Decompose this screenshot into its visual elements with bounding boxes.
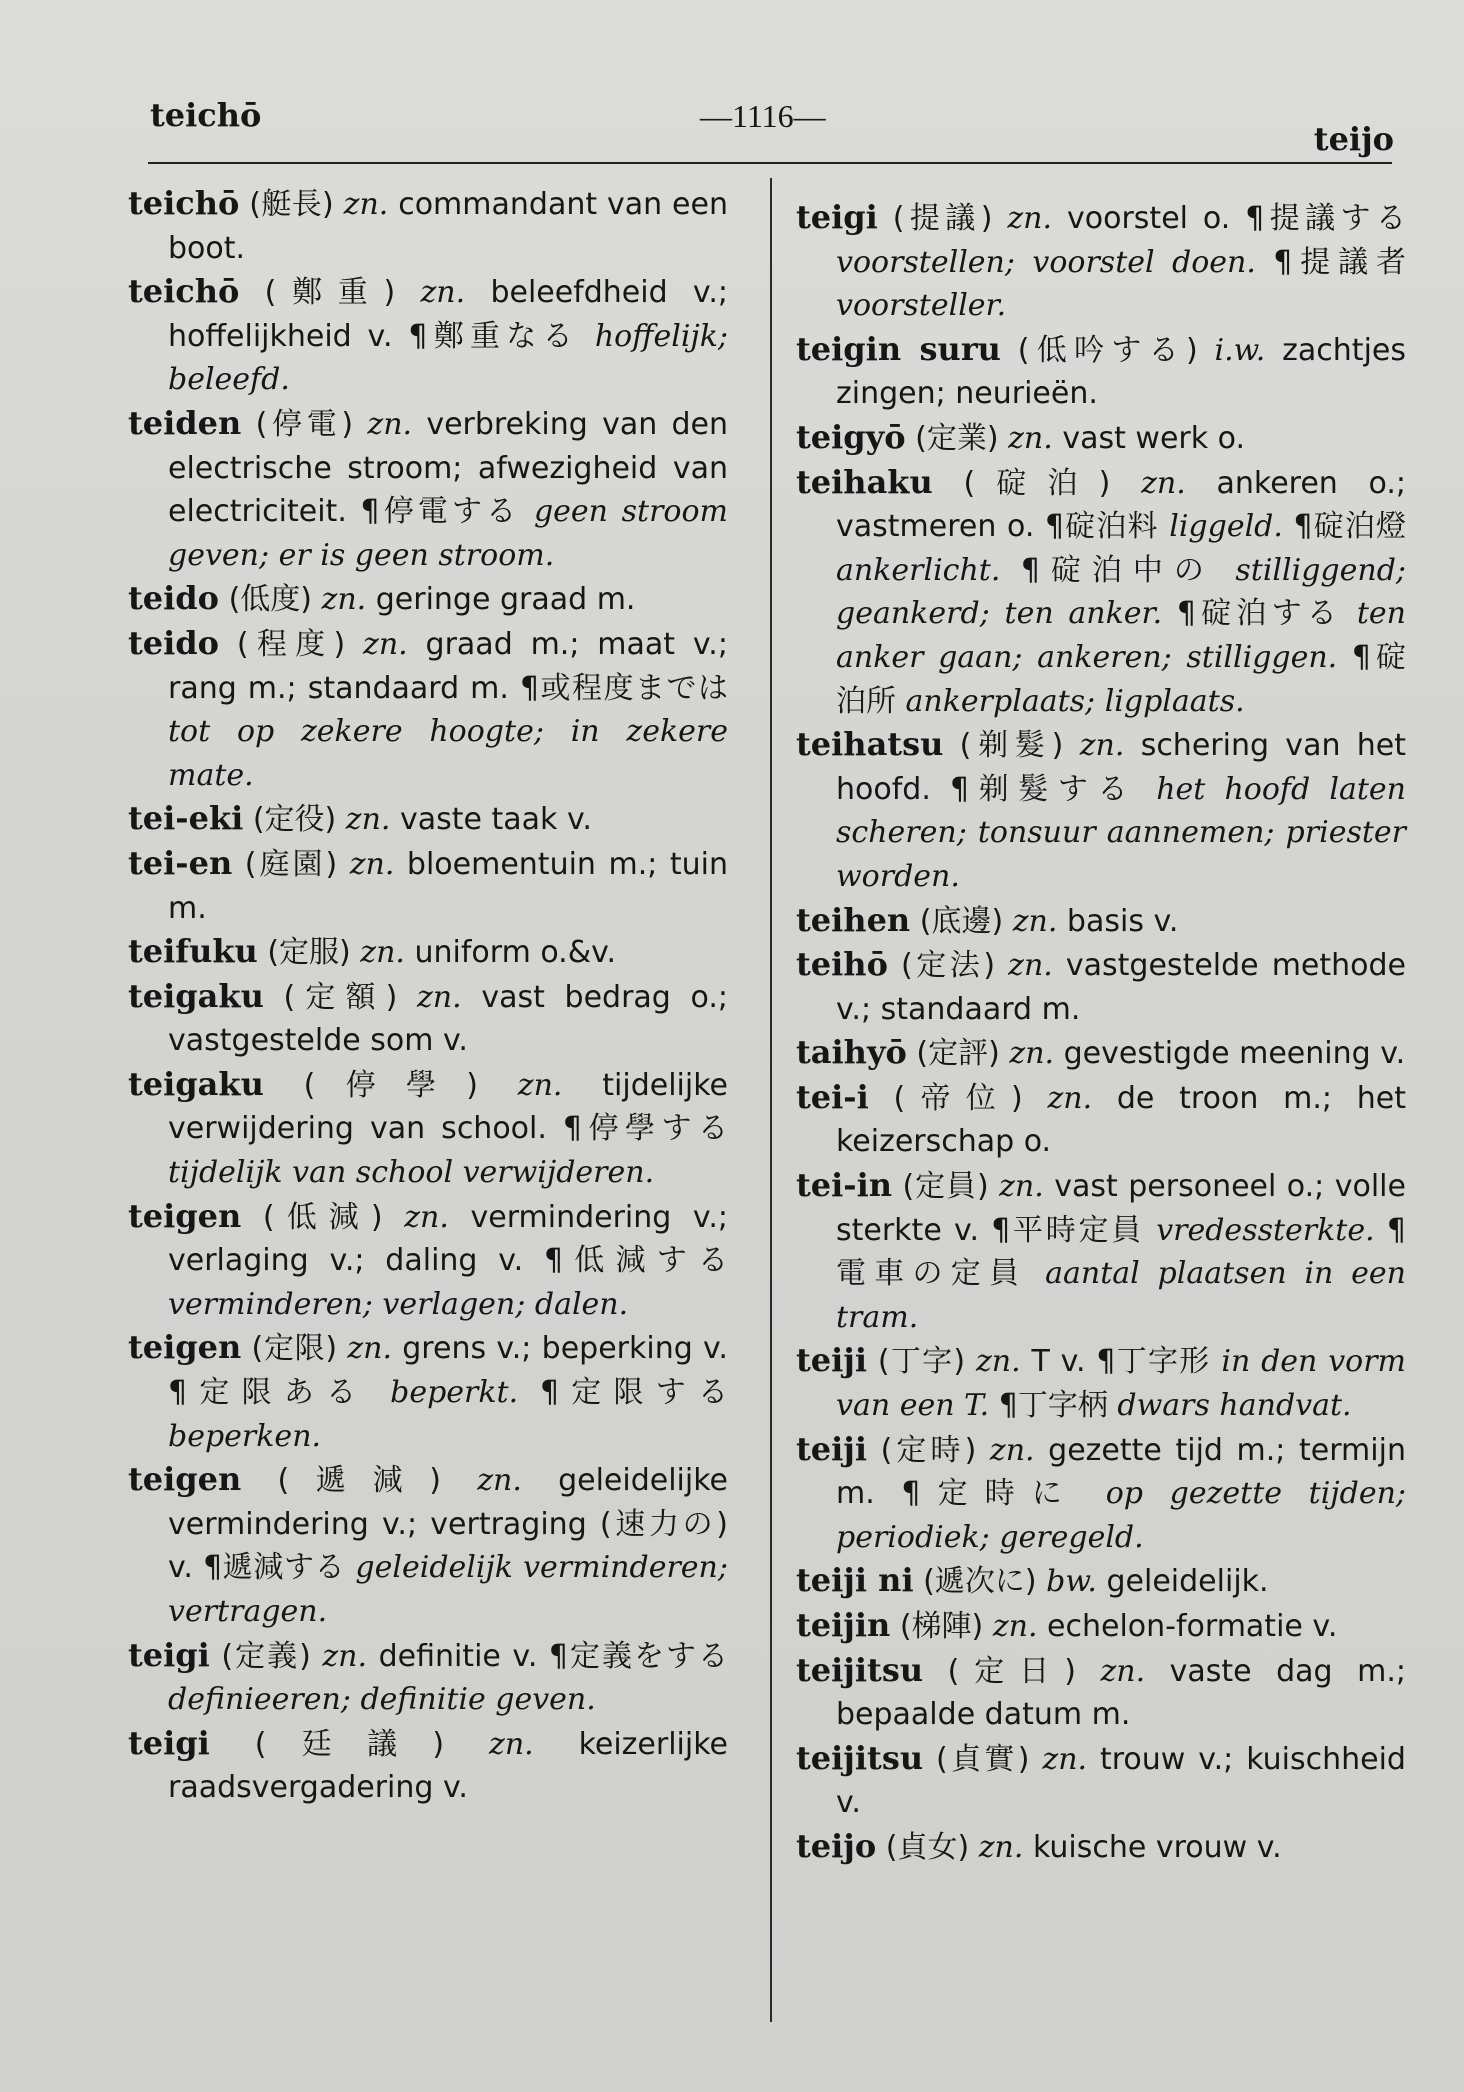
dictionary-entry [796, 461, 1406, 724]
entry-headword: teigi [796, 198, 878, 236]
page-number: —1116— [700, 98, 826, 134]
entry-headword: teiden [128, 403, 242, 442]
dictionary-entry [128, 1063, 728, 1195]
dictionary-entry [128, 930, 728, 975]
entry-definition: verbreking van den electrische stroom; afwezigheid van electriciteit. ¶停電する [168, 406, 728, 530]
entry-definition: grens v.; beperking v. ¶定限ある [168, 1331, 728, 1411]
entry-kanji: (定法) [901, 948, 996, 984]
entry-translation: stilliggend; geankerd; ten anker. [836, 552, 1406, 632]
entry-kanji: (艇長) [249, 187, 334, 222]
entry-pos: zn. [345, 802, 391, 838]
entry-definition: ¶碇泊中の [1000, 552, 1215, 588]
entry-definition: beleefdheid v.; hoffelijkheid v. ¶鄭重なる [168, 275, 728, 354]
right-column [796, 196, 1406, 1870]
entry-kanji: (定員) [902, 1169, 989, 1205]
entry-definition: ¶定限する [518, 1375, 729, 1411]
entry-translation: tot op zekere hoogte; in zekere mate. [168, 714, 728, 793]
entry-headword: teigi [128, 1723, 210, 1762]
entry-headword: teihō [796, 945, 888, 984]
dictionary-entry [796, 1649, 1406, 1737]
entry-pos: bw. [1046, 1564, 1097, 1600]
dictionary-entry [796, 723, 1406, 898]
header-rule [148, 162, 1392, 164]
entry-kanji: (庭園) [244, 846, 338, 882]
entry-pos: zn. [999, 1169, 1044, 1205]
entry-definition: voorstel o. ¶提議する [1067, 201, 1406, 236]
entry-pos: zn. [1009, 1036, 1055, 1072]
entry-headword: teichō [128, 184, 240, 222]
entry-kanji: (低度) [228, 582, 312, 618]
entry-pos: zn. [420, 275, 466, 311]
entry-kanji: (定時) [880, 1432, 977, 1468]
entry-headword: teigi [128, 1635, 210, 1674]
entry-headword: teido [128, 623, 220, 662]
entry-definition: trouw v.; kuischheid v. [836, 1741, 1406, 1821]
dictionary-entry [796, 196, 1406, 328]
entry-kanji: (鄭重) [264, 275, 396, 311]
entry-definition: uniform o.&v. [414, 935, 617, 971]
entry-pos: zn. [1008, 420, 1053, 456]
entry-translation: definieeren; definitie geven. [168, 1682, 596, 1718]
entry-headword: teijitsu [796, 1650, 924, 1689]
entry-kanji: (定額) [283, 979, 398, 1015]
entry-headword: teigen [128, 1328, 242, 1367]
entry-headword: teigaku [128, 976, 264, 1015]
entry-translation: ten anker gaan; ankeren; stilliggen. [836, 596, 1406, 675]
entry-definition: basis v. [1066, 903, 1179, 939]
right-running-head: teijo [1313, 120, 1394, 158]
entry-pos: i.w. [1214, 332, 1266, 368]
entry-definition: vast personeel o.; volle sterkte v. ¶平時定員 [836, 1169, 1406, 1248]
dictionary-entry [796, 1428, 1406, 1560]
entry-kanji: (定日) [947, 1653, 1076, 1689]
entry-definition: tijdelijke verwijdering van school. ¶停學する [168, 1067, 728, 1147]
entry-kanji: (低減) [262, 1199, 383, 1235]
entry-headword: tei-i [796, 1077, 869, 1116]
entry-headword: teigin suru [796, 329, 1001, 368]
entry-pos: zn. [1007, 201, 1053, 236]
dictionary-entry [128, 1195, 728, 1327]
left-running-head: teichō [150, 96, 262, 134]
entry-kanji: (貞實) [936, 1741, 1030, 1777]
dictionary-entry [128, 622, 728, 797]
entry-pos: zn. [1100, 1653, 1146, 1689]
entry-definition: zachtjes zingen; neurieën. [836, 332, 1406, 412]
entry-translation: geen stroom geven; er is geen stroom. [168, 494, 728, 573]
entry-definition: gezette tijd m.; termijn m. ¶定時に [836, 1432, 1406, 1512]
entry-headword: teijin [796, 1606, 891, 1644]
entry-definition: echelon-formatie v. [1047, 1609, 1338, 1644]
entry-pos: zn. [349, 846, 395, 882]
dictionary-entry [796, 1737, 1406, 1825]
entry-definition: vastgestelde methode v.; standaard m. [836, 948, 1407, 1027]
entry-kanji: (碇泊) [963, 465, 1111, 501]
page-header [150, 96, 1394, 156]
entry-translation: voorsteller. [836, 288, 1007, 324]
entry-translation: verminderen; verlagen; dalen. [168, 1286, 629, 1322]
entry-definition: kuische vrouw v. [1032, 1829, 1282, 1865]
dictionary-entry [796, 1559, 1406, 1604]
entry-translation: beperken. [168, 1418, 322, 1454]
entry-kanji: (剃髮) [959, 728, 1064, 764]
entry-kanji: (定限) [251, 1331, 338, 1367]
entry-headword: teiji [796, 1429, 868, 1468]
left-column [128, 182, 728, 1810]
entry-pos: zn. [1141, 465, 1186, 501]
entry-kanji: (帝位) [893, 1080, 1023, 1116]
entry-pos: zn. [992, 1609, 1038, 1644]
entry-definition: ¶丁字柄 [989, 1388, 1108, 1424]
entry-headword: teido [128, 579, 220, 618]
entry-kanji: (定評) [916, 1036, 1000, 1072]
entry-definition: geringe graad m. [375, 582, 636, 618]
entry-pos: zn. [1079, 728, 1125, 764]
entry-definition: commandant van een boot. [168, 187, 728, 266]
entry-definition: ankeren o.; vastmeren o. ¶碇泊料 [836, 465, 1406, 545]
dictionary-entry [128, 577, 728, 622]
entry-headword: teifuku [128, 932, 258, 971]
dictionary-entry [796, 943, 1406, 1031]
entry-definition: vaste taak v. [400, 802, 592, 838]
entry-definition: gevestigde meening v. [1063, 1036, 1406, 1072]
entry-pos: zn. [1042, 1741, 1088, 1777]
dictionary-entry [128, 270, 728, 402]
dictionary-entry [796, 416, 1406, 461]
entry-kanji: (貞女) [885, 1829, 970, 1865]
dictionary-entry [796, 1164, 1406, 1339]
entry-headword: teijo [796, 1826, 877, 1865]
dictionary-entry [128, 797, 728, 842]
entry-kanji: (定役) [252, 802, 337, 838]
entry-definition: definitie v. ¶定義をする [378, 1638, 728, 1674]
dictionary-entry [796, 328, 1406, 416]
column-divider [770, 178, 772, 2022]
entry-pos: zn. [321, 582, 367, 618]
entry-kanji: (低吟する) [1017, 332, 1198, 368]
dictionary-entry [796, 1031, 1406, 1076]
entry-translation: ankerlicht. [836, 552, 1001, 588]
dictionary-entry [128, 1634, 728, 1722]
entry-headword: tei-in [796, 1166, 892, 1205]
entry-pos: zn. [989, 1432, 1035, 1468]
entry-kanji: (定業) [915, 420, 999, 456]
entry-kanji: (丁字) [877, 1344, 966, 1380]
entry-definition: schering van het hoofd. ¶剃髮する [836, 728, 1406, 807]
entry-pos: zn. [1012, 903, 1058, 939]
entry-pos: zn. [347, 1331, 393, 1367]
entry-kanji: (遞次に) [923, 1564, 1037, 1600]
dictionary-entry [128, 1458, 728, 1633]
entry-headword: teijitsu [796, 1738, 924, 1777]
entry-translation: in den vorm van een T. [836, 1344, 1406, 1424]
entry-pos: zn. [367, 406, 413, 442]
dictionary-entry [128, 182, 728, 270]
entry-translation: ankerplaats; ligplaats. [905, 683, 1245, 719]
entry-translation: liggeld. [1169, 509, 1283, 545]
entry-pos: zn. [343, 187, 389, 222]
entry-headword: teigen [128, 1460, 242, 1499]
entry-definition: de troon m.; het keizerschap o. [836, 1080, 1406, 1160]
dictionary-entry [796, 1825, 1406, 1870]
entry-translation: beperkt. [390, 1375, 519, 1411]
entry-translation: dwars handvat. [1117, 1388, 1352, 1424]
entry-pos: zn. [975, 1344, 1021, 1380]
entry-headword: teichō [128, 272, 240, 311]
entry-headword: taihyō [796, 1033, 907, 1072]
entry-headword: teigyō [796, 417, 906, 456]
entry-translation: het hoofd laten scheren; tonsuur aannemen; priester worden. [836, 771, 1406, 894]
dictionary-entry [128, 402, 728, 577]
entry-definition: ¶碇泊所 [836, 639, 1407, 719]
entry-pos: zn. [978, 1829, 1024, 1865]
entry-pos: zn. [1008, 948, 1053, 984]
entry-kanji: (廷議) [254, 1726, 445, 1762]
entry-definition: keizerlijke raadsvergadering v. [168, 1726, 728, 1806]
entry-headword: teiji [796, 1341, 868, 1380]
entry-kanji: (定義) [221, 1638, 311, 1674]
dictionary-entry [796, 1076, 1406, 1164]
entry-definition: geleidelijk. [1106, 1564, 1269, 1600]
entry-translation: aantal plaatsen in een tram. [836, 1256, 1406, 1335]
dictionary-entry [796, 899, 1406, 944]
entry-definition: vermindering v.; verlaging v.; daling v. ¶低減する [168, 1199, 728, 1279]
entry-definition: vast bedrag o.; vastgestelde som v. [168, 979, 728, 1059]
entry-translation: voorstellen; voorstel doen. [836, 244, 1256, 280]
entry-pos: zn. [489, 1726, 534, 1762]
entry-pos: zn. [517, 1067, 563, 1103]
entry-headword: teihaku [796, 462, 933, 501]
entry-kanji: (定服) [267, 935, 351, 971]
entry-kanji: (程度) [236, 626, 346, 662]
dictionary-entry [128, 1722, 728, 1810]
dictionary-entry [128, 1326, 728, 1458]
entry-headword: teihen [796, 900, 911, 939]
entry-translation: vredessterkte. [1156, 1212, 1375, 1248]
entry-translation: hoffelijk; beleefd. [168, 318, 728, 398]
entry-kanji: (停電) [255, 406, 354, 442]
entry-definition: vast werk o. [1062, 420, 1246, 456]
entry-pos: zn. [1047, 1080, 1093, 1116]
entry-kanji: (底邊) [919, 903, 1004, 939]
dictionary-entry [796, 1339, 1406, 1427]
dictionary-entry [796, 1604, 1406, 1649]
entry-translation: tijdelijk van school verwijderen. [168, 1155, 655, 1191]
entry-pos: zn. [477, 1463, 522, 1499]
entry-kanji: (停學) [303, 1067, 478, 1103]
dictionary-entry [128, 842, 728, 930]
entry-headword: tei-eki [128, 799, 244, 838]
entry-headword: teigen [128, 1196, 242, 1235]
entry-definition: geleidelijke vermindering v.; vertraging (速力の) v. ¶遞減する [168, 1463, 728, 1586]
entry-definition: ¶碇泊する [1162, 596, 1343, 632]
entry-kanji: (遞減) [277, 1463, 441, 1499]
entry-pos: zn. [363, 626, 408, 662]
entry-headword: tei-en [128, 843, 233, 882]
entry-definition: graad m.; maat v.; rang m.; standaard m. ¶或程度までは [168, 626, 728, 706]
entry-definition: vaste dag m.; bepaalde datum m. [836, 1653, 1406, 1733]
entry-pos: zn. [416, 979, 462, 1015]
entry-definition: ¶提議者 [1255, 244, 1406, 280]
entry-translation: geleidelijk verminderen; vertragen. [168, 1550, 728, 1629]
entry-headword: teiji ni [796, 1561, 914, 1600]
entry-translation: op gezette tijden; periodiek; geregeld. [836, 1476, 1406, 1555]
entry-definition: ¶碇泊燈 [1282, 509, 1406, 545]
entry-definition: ¶電車の定員 [836, 1212, 1406, 1292]
entry-kanji: (梯陣) [899, 1609, 984, 1644]
entry-definition: bloementuin m.; tuin m. [168, 846, 728, 926]
entry-headword: teihatsu [796, 725, 944, 764]
entry-definition: T v. ¶丁字形 [1031, 1344, 1211, 1380]
entry-pos: zn. [322, 1638, 368, 1674]
entry-headword: teigaku [128, 1064, 264, 1103]
dictionary-entry [128, 975, 728, 1063]
entry-pos: zn. [404, 1199, 449, 1235]
entry-kanji: (提議) [892, 201, 993, 236]
entry-pos: zn. [360, 935, 405, 971]
